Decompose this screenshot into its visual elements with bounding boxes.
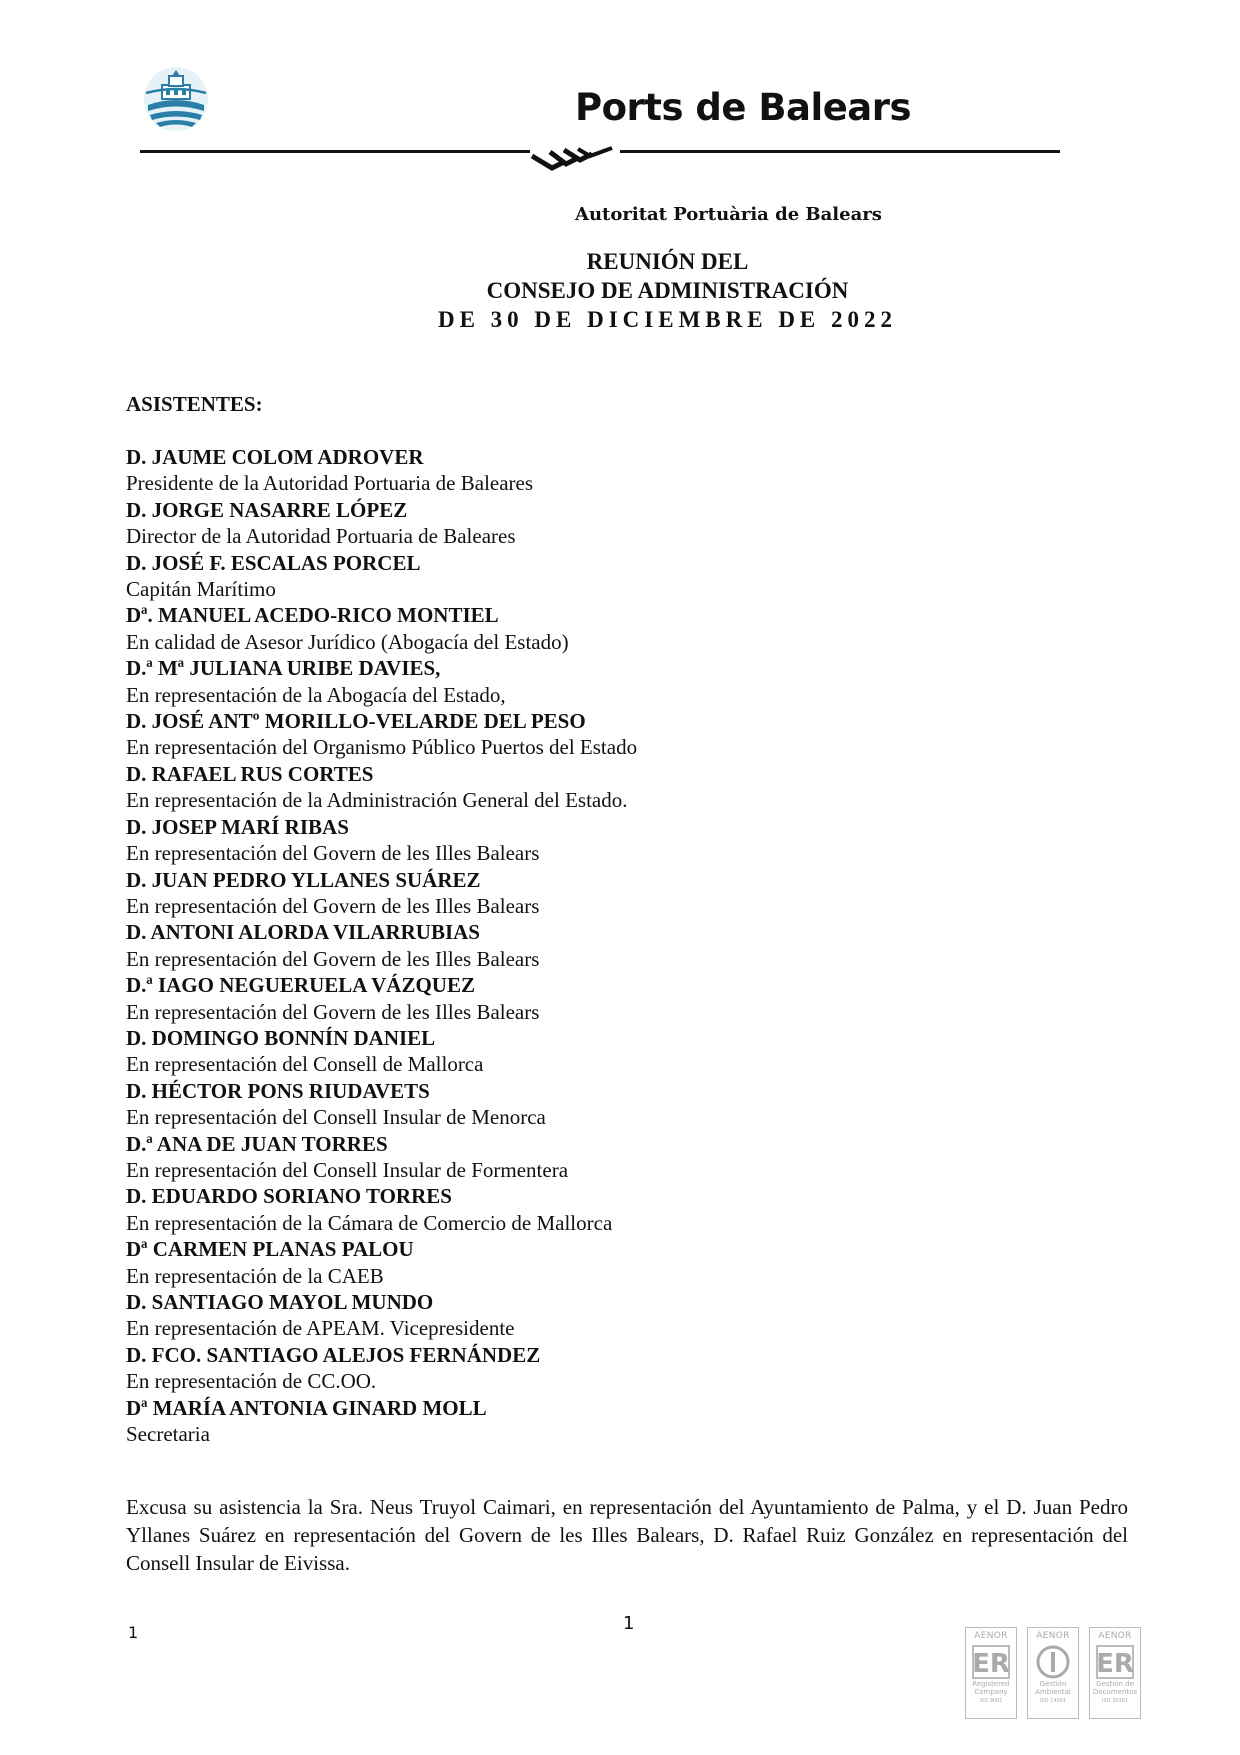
attendee-role: En representación del Consell Insular de Menorca [126,1105,546,1130]
cert-document-management [1089,1627,1141,1719]
title-line-3: DE 30 DE DICIEMBRE DE 2022 [437,307,898,332]
attendee-role: En representación del Organismo Público Puertos del Estado [126,735,638,760]
wave-emblem-icon [530,146,620,182]
attendee-entry [126,550,1126,603]
cert-iso: ISO 14001 [1039,1698,1067,1704]
svg-text:ER: ER [1096,1649,1134,1679]
svg-text:ER: ER [972,1649,1010,1679]
attendee-entry [126,708,1126,761]
attendee-role: Director de la Autoridad Portuaria de Baleares [126,524,516,549]
attendee-role: En calidad de Asesor Jurídico (Abogacía del Estado) [126,629,569,654]
attendee-entry [126,497,1126,550]
attendee-entry [126,655,1126,708]
attendee-name: D. JUAN PEDRO YLLANES SUÁREZ [126,867,481,892]
attendees-list [126,444,1126,1447]
cert-environmental [1027,1627,1079,1719]
attendee-entry [126,1395,1126,1448]
attendee-name: D. JAUME COLOM ADROVER [126,445,424,469]
cert-line-2: Company [974,1688,1008,1696]
attendee-entry [126,972,1126,1025]
attendee-role: En representación del Govern de les Illes Balears [126,841,540,866]
attendee-name: D. FCO. SANTIAGO ALEJOS FERNÁNDEZ [126,1342,541,1367]
attendee-role: En representación de la Administración General del Estado. [126,788,628,813]
attendee-name: D. JOSÉ ANTº MORILLO-VELARDE DEL PESO [126,709,586,734]
attendee-name: D.ª ANA DE JUAN TORRES [126,1131,388,1156]
attendee-name: D. EDUARDO SORIANO TORRES [126,1184,452,1209]
attendee-entry [126,1131,1126,1184]
title-line-1: REUNIÓN DEL [586,249,749,274]
title-line-2: CONSEJO DE ADMINISTRACIÓN [486,278,849,303]
cert-iso: ISO 9001 [979,1698,1003,1704]
attendee-entry [126,1289,1126,1342]
page-number-left: 1 [128,1623,139,1642]
attendee-entry [126,1183,1126,1236]
attendee-entry [126,1078,1126,1131]
attendee-entry [126,1342,1126,1395]
attendee-role: En representación de CC.OO. [126,1369,377,1394]
attendee-role: En representación del Consell Insular de Formentera [126,1157,569,1182]
attendee-name: D. JOSÉ F. ESCALAS PORCEL [126,550,421,575]
attendee-role: Secretaria [126,1422,210,1447]
attendee-name: D. SANTIAGO MAYOL MUNDO [126,1290,434,1314]
attendee-entry [126,602,1126,655]
attendee-role: En representación de APEAM. Vicepresidente [126,1316,515,1341]
cert-issuer: AENOR [1036,1631,1070,1641]
er-mark-icon [971,1644,1011,1680]
cert-iso: ISO 30301 [1101,1698,1129,1704]
attendee-entry [126,919,1126,972]
cert-issuer: AENOR [1098,1631,1132,1641]
attendee-name: D. DOMINGO BONNÍN DANIEL [126,1025,436,1050]
cert-line-1: Gestión [1039,1680,1067,1688]
attendee-role: En representación de la Abogacía del Estado, [126,682,506,707]
attendee-name: Dª. MANUEL ACEDO-RICO MONTIEL [126,603,499,628]
er-mark-icon [1095,1644,1135,1680]
attendee-entry [126,867,1126,920]
attendee-entry [126,814,1126,867]
attendee-name: D. HÉCTOR PONS RIUDAVETS [126,1078,430,1103]
cert-issuer: AENOR [974,1631,1008,1641]
aenor-certifications [965,1627,1141,1719]
ga-mark-icon [1033,1644,1073,1680]
attendees-heading: ASISTENTES: [126,392,263,416]
attendee-name: D. RAFAEL RUS CORTES [126,761,374,786]
attendee-name: D. JORGE NASARRE LÓPEZ [126,497,408,522]
cert-line-2: Documentos [1092,1688,1138,1696]
cert-line-1: Gestión de [1096,1680,1134,1688]
excused-paragraph: Excusa su asistencia la Sra. Neus Truyol Caimari, en representación del Ayuntamiento de Palma, y el D. Juan Pedro Yllanes Suárez en representación del Govern de les Illes Balears, D. Rafael Ruiz González en representación del Consell Insular de Eivissa. [126,1495,1128,1575]
attendee-role: En representación de la CAEB [126,1263,384,1288]
authority-name: Autoritat Portuària de Balears [575,204,882,225]
attendee-name: D. JOSEP MARÍ RIBAS [126,814,349,839]
attendee-role: Presidente de la Autoridad Portuaria de Baleares [126,471,534,496]
attendee-entry [126,1236,1126,1289]
attendee-role: En representación del Govern de les Illes Balears [126,946,540,971]
attendee-role: En representación de la Cámara de Comercio de Mallorca [126,1210,613,1235]
attendee-role: En representación del Govern de les Illes Balears [126,893,540,918]
ports-de-balears-logo-icon [142,65,210,133]
cert-line-2: Ambiental [1035,1688,1071,1696]
brand-name: Ports de Balears [575,86,912,129]
attendee-name: D. ANTONI ALORDA VILARRUBIAS [126,920,480,945]
attendee-name: Dª MARÍA ANTONIA GINARD MOLL [126,1395,487,1420]
attendee-role: En representación del Consell de Mallorca [126,1052,484,1077]
cert-registered-company [965,1627,1017,1719]
attendee-name: Dª CARMEN PLANAS PALOU [126,1237,414,1262]
attendee-entry [126,444,1126,497]
attendee-role: En representación del Govern de les Illes Balears [126,999,540,1024]
attendee-entry [126,761,1126,814]
attendee-entry [126,1025,1126,1078]
attendee-name: D.ª Mª JULIANA URIBE DAVIES, [126,656,441,681]
attendee-name: D.ª IAGO NEGUERUELA VÁZQUEZ [126,973,475,998]
cert-line-1: Registered [972,1680,1010,1688]
page-number-center: 1 [623,1613,635,1634]
attendee-role: Capitán Marítimo [126,577,276,602]
